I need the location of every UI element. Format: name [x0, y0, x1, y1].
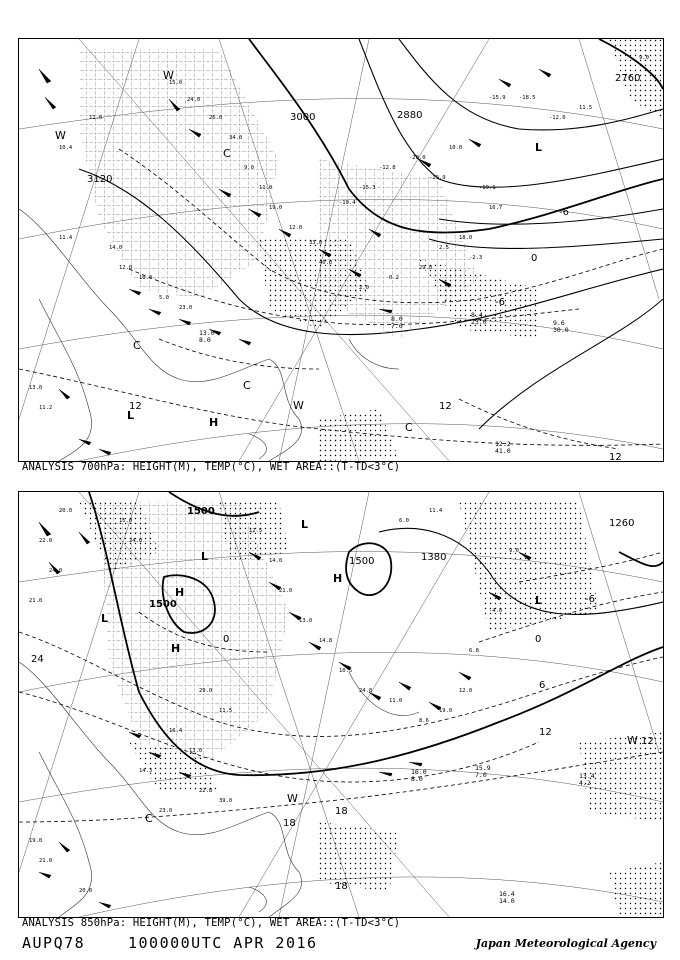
svg-text:12.0: 12.0: [459, 688, 473, 694]
temp-label-m6b: -6: [495, 297, 505, 308]
temp-label-18: 18: [335, 806, 348, 817]
svg-text:20.0: 20.0: [79, 888, 93, 894]
obs-temp: 16.0: [411, 768, 427, 776]
warm-center-marker: W: [55, 129, 66, 142]
caption-850hpa: ANALYSIS 850hPa: HEIGHT(M), TEMP(°C), WET AREA::(T-TD<3°C): [22, 917, 401, 929]
svg-text:0.2: 0.2: [389, 275, 399, 281]
svg-text:-12.8: -12.8: [379, 165, 396, 171]
obs-dewpoint: 4.2: [579, 779, 591, 787]
svg-text:-19.1: -19.1: [479, 185, 496, 191]
svg-text:21.0: 21.0: [279, 588, 293, 594]
svg-text:11.4: 11.4: [429, 508, 443, 514]
cold-center-marker: C: [145, 812, 153, 825]
temp-label-18b: 18: [283, 818, 296, 829]
temp-label-12c: 12: [609, 452, 622, 461]
svg-text:-19.9: -19.9: [429, 175, 446, 181]
obs-dewpoint: 8.0: [411, 775, 423, 783]
svg-text:13.0: 13.0: [299, 618, 313, 624]
height-label-1500: 1500: [349, 556, 375, 567]
svg-text:23.0: 23.0: [159, 808, 173, 814]
svg-text:11.2: 11.2: [39, 405, 53, 411]
obs-temp: 8.0: [391, 315, 403, 323]
svg-text:19.0: 19.0: [439, 708, 453, 714]
svg-text:9.0: 9.0: [509, 548, 519, 554]
temp-label-6: 6: [539, 680, 546, 691]
svg-text:11.0: 11.0: [89, 115, 103, 121]
map-panel-850hpa: [18, 491, 664, 918]
svg-text:6.8: 6.8: [469, 648, 479, 654]
svg-text:11.4: 11.4: [59, 235, 73, 241]
temp-label-18c: 18: [335, 881, 348, 892]
svg-text:24.0: 24.0: [359, 688, 373, 694]
temp-label-12b: 12: [439, 401, 452, 412]
svg-text:2.5: 2.5: [439, 245, 449, 251]
high-center-marker: H: [209, 416, 219, 429]
svg-text:19.0: 19.0: [269, 205, 283, 211]
cold-center-marker: C: [133, 339, 141, 352]
temp-label-12: 12: [539, 727, 552, 738]
svg-text:23.0: 23.0: [179, 305, 193, 311]
obs-temp: 13.0: [199, 329, 215, 337]
temp-label-0: 0: [535, 634, 542, 645]
svg-text:14.0: 14.0: [269, 558, 283, 564]
svg-text:-15.3: -15.3: [359, 185, 376, 191]
temp-label-0: 0: [531, 253, 538, 264]
svg-text:19.0: 19.0: [29, 838, 43, 844]
svg-text:15.0: 15.0: [119, 518, 133, 524]
svg-text:26.0: 26.0: [209, 115, 223, 121]
svg-text:13.0: 13.0: [189, 748, 203, 754]
obs-temp: 9.6: [553, 319, 565, 327]
svg-text:10.0: 10.0: [139, 275, 153, 281]
svg-text:22.0: 22.0: [39, 538, 53, 544]
svg-text:24.0: 24.0: [187, 97, 201, 103]
svg-text:12.5: 12.5: [249, 528, 263, 534]
high-center-marker: H: [175, 586, 185, 599]
map-panel-700hpa: [18, 38, 664, 462]
low-center-marker: L: [127, 409, 135, 422]
svg-text:14.3: 14.3: [139, 768, 153, 774]
height-label-3120: 3120: [87, 174, 113, 185]
svg-text:34.0: 34.0: [229, 135, 243, 141]
svg-text:24.0: 24.0: [129, 538, 143, 544]
svg-text:29.0: 29.0: [419, 265, 433, 271]
obs-dewpoint: 30.0: [553, 326, 569, 334]
obs-temp: 8.4: [471, 311, 483, 319]
svg-text:10.5: 10.5: [339, 668, 353, 674]
valid-time: 100000UTC APR 2016: [128, 934, 318, 952]
height-label-2760: 2760: [615, 73, 641, 84]
caption-700hpa: ANALYSIS 700hPa: HEIGHT(M), TEMP(°C), WET AREA::(T-TD<3°C): [22, 461, 401, 473]
svg-text:21.0: 21.0: [39, 858, 53, 864]
svg-text:12.0: 12.0: [289, 225, 303, 231]
svg-text:10.0: 10.0: [449, 145, 463, 151]
low-center-marker: L: [535, 141, 543, 154]
high-center-marker: H: [171, 642, 181, 655]
svg-text:9.0: 9.0: [639, 55, 649, 61]
warm-center-marker: W: [163, 69, 174, 82]
height-label-1260: 1260: [609, 518, 635, 529]
svg-text:24.0: 24.0: [49, 568, 63, 574]
svg-text:39.0: 39.0: [219, 798, 233, 804]
high-center-marker: H: [333, 572, 343, 585]
svg-text:10.4: 10.4: [59, 145, 73, 151]
svg-text:11.5: 11.5: [579, 105, 593, 111]
svg-text:16.4: 16.4: [169, 728, 183, 734]
obs-temp: 15.9: [475, 764, 491, 772]
obs-temp: 12.2: [495, 440, 511, 448]
station-values: [411, 764, 595, 905]
map-850hpa: [19, 492, 663, 917]
svg-text:-15.9: -15.9: [489, 95, 506, 101]
cold-center-marker: C: [243, 379, 251, 392]
svg-text:21.0: 21.0: [29, 598, 43, 604]
cold-center-marker: C: [223, 147, 231, 160]
svg-text:5.0: 5.0: [159, 295, 169, 301]
svg-text:2.0: 2.0: [359, 285, 369, 291]
temp-label-12b: 12: [641, 736, 654, 747]
svg-text:22.8: 22.8: [199, 788, 213, 794]
svg-text:33.0: 33.0: [309, 240, 323, 246]
obs-temp: 13.4: [579, 772, 595, 780]
warm-center-marker: W: [627, 734, 638, 747]
obs-dewpoint: 7.0: [391, 322, 403, 330]
svg-text:-10.4: -10.4: [339, 200, 356, 206]
map-700hpa: [19, 39, 663, 461]
svg-text:40.0: 40.0: [319, 260, 333, 266]
height-label-1500: 1500: [149, 599, 177, 610]
low-center-marker: L: [201, 550, 209, 563]
obs-dewpoint: 14.0: [499, 897, 515, 905]
svg-text:-4.0: -4.0: [489, 608, 503, 614]
svg-text:18.0: 18.0: [459, 235, 473, 241]
chart-id: AUPQ78: [22, 934, 86, 952]
warm-center-marker: W: [293, 399, 304, 412]
svg-text:11.0: 11.0: [389, 698, 403, 704]
svg-text:6.0: 6.0: [399, 518, 409, 524]
height-label-1380: 1380: [421, 552, 447, 563]
svg-text:9.0: 9.0: [244, 165, 254, 171]
svg-text:-20.0: -20.0: [409, 155, 426, 161]
obs-dewpoint: 7.0: [475, 771, 487, 779]
height-label-3000: 3000: [290, 112, 316, 123]
low-center-marker: L: [301, 518, 309, 531]
svg-text:20.0: 20.0: [59, 508, 73, 514]
temp-label-0b: 0: [223, 634, 230, 645]
svg-text:11.5: 11.5: [219, 708, 233, 714]
low-center-marker: L: [101, 612, 109, 625]
obs-dewpoint: 41.0: [495, 447, 511, 455]
svg-text:13.0: 13.0: [29, 385, 43, 391]
svg-text:11.0: 11.0: [259, 185, 273, 191]
svg-text:14.8: 14.8: [319, 638, 333, 644]
temp-label-m6: -6: [559, 207, 569, 218]
temp-label-m6: -6: [585, 594, 595, 605]
obs-dewpoint: 23.0: [471, 318, 487, 326]
temp-label-24: 24: [31, 654, 44, 665]
svg-text:15.0: 15.0: [169, 80, 183, 86]
svg-text:12.0: 12.0: [119, 265, 133, 271]
svg-text:-18.5: -18.5: [519, 95, 536, 101]
svg-text:14.0: 14.0: [109, 245, 123, 251]
obs-dewpoint: 8.0: [199, 336, 211, 344]
low-center-marker: L: [535, 594, 543, 607]
height-label-2880: 2880: [397, 110, 423, 121]
svg-text:-2.3: -2.3: [469, 255, 483, 261]
svg-text:29.0: 29.0: [199, 688, 213, 694]
cold-center-marker: C: [405, 421, 413, 434]
agency-name: Japan Meteorological Agency: [475, 937, 656, 950]
height-label-1500: 1500: [187, 506, 215, 517]
warm-center-marker: W: [287, 792, 298, 805]
temp-label-12a: 12: [129, 401, 142, 412]
svg-text:16.7: 16.7: [489, 205, 503, 211]
svg-text:8.6: 8.6: [419, 718, 429, 724]
obs-temp: 16.4: [499, 890, 515, 898]
svg-text:-12.0: -12.0: [549, 115, 566, 121]
